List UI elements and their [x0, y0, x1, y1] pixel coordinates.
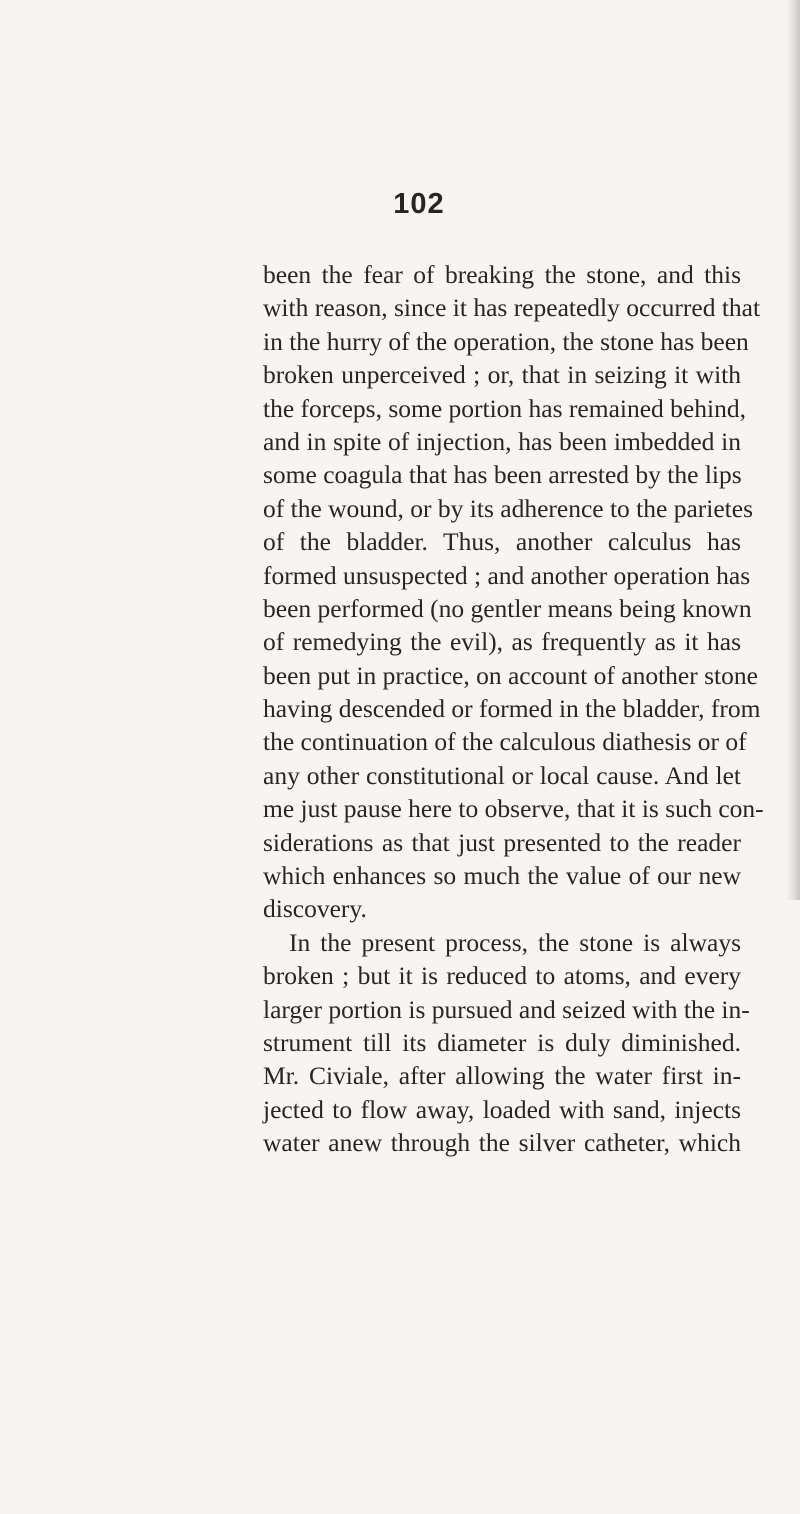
text-line: having descended or formed in the bladder, from: [263, 694, 761, 724]
text-line: been the fear of breaking the stone, and this: [263, 260, 741, 289]
text-line: of remedying the evil), as frequently as it has: [263, 627, 741, 657]
text-line: and in spite of injection, has been imbedded in: [263, 426, 741, 456]
text-line: the continuation of the calculous diathesis or of: [263, 727, 747, 757]
text-line: In the present process, the stone is always: [289, 927, 741, 957]
text-line: me just pause here to observe, that it is such con-: [263, 794, 764, 824]
text-line: water anew through the silver catheter, which: [263, 1128, 741, 1158]
text-line: formed unsuspected ; and another operation has: [263, 560, 751, 590]
text-line: been performed (no gentler means being known: [263, 593, 752, 623]
text-line: any other constitutional or local cause. And let: [263, 760, 741, 790]
body-text: [263, 258, 764, 1160]
text-line: the forceps, some portion has remained behind,: [263, 393, 746, 423]
text-line: in the hurry of the operation, the stone has been: [263, 326, 749, 356]
text-line: some coagula that has been arrested by the lips: [263, 460, 742, 490]
page-number: 102: [393, 188, 445, 220]
text-line: siderations as that just presented to the reader: [263, 827, 741, 857]
text-line: which enhances so much the value of our new: [263, 861, 741, 891]
text-line: strument till its diameter is duly diminished.: [263, 1027, 741, 1057]
text-line: been put in practice, on account of another stone: [263, 660, 758, 690]
text-line: broken unperceived ; or, that in seizing it with: [263, 360, 741, 390]
text-line: discovery.: [263, 894, 367, 924]
text-line: of the bladder. Thus, another calculus has: [263, 527, 741, 557]
text-line: of the wound, or by its adherence to the parietes: [263, 493, 754, 523]
text-line: Mr. Civiale, after allowing the water first in-: [263, 1061, 741, 1091]
text-line: larger portion is pursued and seized with the in-: [263, 994, 750, 1024]
text-line: jected to flow away, loaded with sand, injects: [263, 1094, 741, 1124]
text-line: broken ; but it is reduced to atoms, and every: [263, 961, 741, 991]
page-edge-shadow: [786, 0, 800, 900]
text-line: with reason, since it has repeatedly occurred that: [263, 293, 761, 323]
